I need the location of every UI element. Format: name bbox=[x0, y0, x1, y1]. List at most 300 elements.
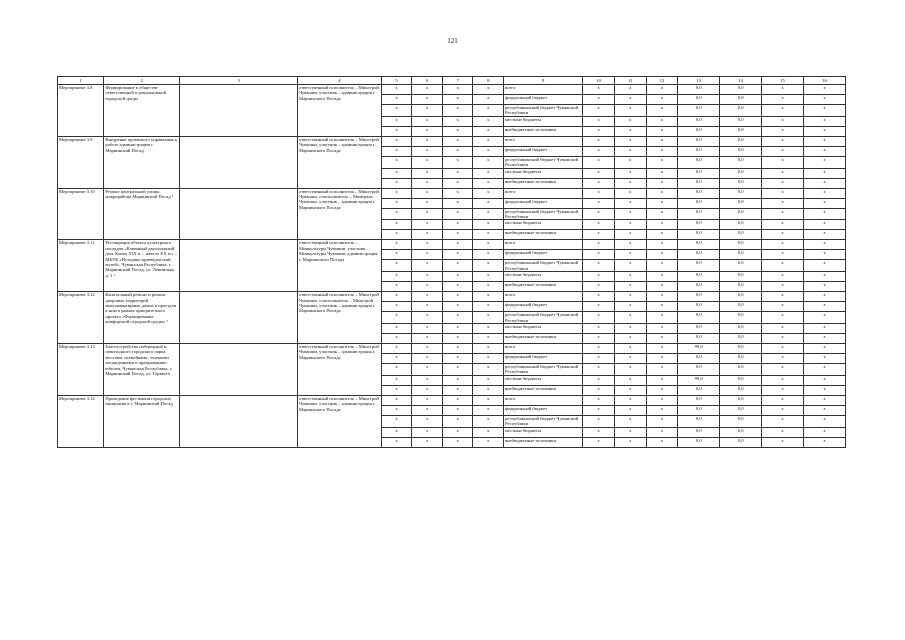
value-cell: 99,0 bbox=[678, 344, 720, 354]
value-cell: x bbox=[583, 385, 615, 395]
value-cell: x bbox=[583, 168, 615, 178]
value-cell: x bbox=[583, 136, 615, 146]
code-cell: x bbox=[442, 188, 473, 198]
code-cell: x bbox=[412, 395, 443, 405]
value-cell: x bbox=[614, 364, 646, 376]
value-cell: x bbox=[646, 85, 678, 95]
value-cell: x bbox=[614, 354, 646, 364]
value-cell: x bbox=[583, 178, 615, 188]
code-cell: x bbox=[442, 272, 473, 282]
value-cell: x bbox=[762, 240, 804, 250]
funding-source: внебюджетные источники bbox=[504, 230, 583, 240]
funding-source: внебюджетные источники bbox=[504, 178, 583, 188]
value-cell: 0,0 bbox=[720, 354, 762, 364]
value-cell: x bbox=[646, 105, 678, 117]
column-number-header: 2 bbox=[104, 77, 180, 85]
value-cell: x bbox=[614, 136, 646, 146]
activity-executor: ответственный исполнитель – Минстрой Чувашии, соисполнитель – Минтранс Чувашии, участник – администрация г. Мариинского Посада bbox=[297, 188, 381, 240]
value-cell: x bbox=[804, 427, 846, 437]
column-number-header: 3 bbox=[180, 77, 298, 85]
funding-source: местные бюджеты bbox=[504, 168, 583, 178]
value-cell: x bbox=[762, 344, 804, 354]
value-cell: x bbox=[614, 95, 646, 105]
activity-id: Мероприятие 3.13 bbox=[58, 344, 104, 396]
value-cell: x bbox=[804, 334, 846, 344]
value-cell: 0,0 bbox=[678, 312, 720, 324]
value-cell: 0,0 bbox=[678, 95, 720, 105]
value-cell: x bbox=[646, 427, 678, 437]
code-cell: x bbox=[412, 302, 443, 312]
value-cell: x bbox=[646, 116, 678, 126]
value-cell: 0,0 bbox=[720, 230, 762, 240]
activity-name: Благоустройство набережной и пешеходного городского парка местами, скамейками, зелеными насаждениями к празднованию юбилея, Чувашская Республика, г. Мариинский Посад, ул. Горького bbox=[104, 344, 180, 396]
value-cell: x bbox=[614, 116, 646, 126]
column-number-header: 9 bbox=[504, 77, 583, 85]
value-cell: x bbox=[646, 344, 678, 354]
value-cell: 0,0 bbox=[720, 156, 762, 168]
code-cell: x bbox=[381, 395, 412, 405]
code-cell: x bbox=[473, 208, 504, 220]
value-cell: 0,0 bbox=[720, 282, 762, 292]
code-cell: x bbox=[442, 415, 473, 427]
funding-source: всего bbox=[504, 395, 583, 405]
code-cell: x bbox=[473, 156, 504, 168]
code-cell: x bbox=[442, 395, 473, 405]
value-cell: x bbox=[583, 126, 615, 136]
activity-name: Внедрение проектного управления к работе администрации г. Мариинский Посад bbox=[104, 136, 180, 188]
code-cell: x bbox=[473, 85, 504, 95]
table-row bbox=[58, 292, 846, 302]
value-cell: 0,0 bbox=[720, 260, 762, 272]
code-cell: x bbox=[412, 168, 443, 178]
value-cell: x bbox=[762, 208, 804, 220]
value-cell: 0,0 bbox=[720, 272, 762, 282]
value-cell: 0,0 bbox=[678, 282, 720, 292]
value-cell: x bbox=[583, 85, 615, 95]
value-cell: 0,0 bbox=[678, 85, 720, 95]
code-cell: x bbox=[442, 208, 473, 220]
code-cell: x bbox=[442, 168, 473, 178]
code-cell: x bbox=[473, 427, 504, 437]
value-cell: x bbox=[646, 146, 678, 156]
value-cell: x bbox=[804, 85, 846, 95]
value-cell: x bbox=[762, 168, 804, 178]
code-cell: x bbox=[381, 220, 412, 230]
column-number-header: 4 bbox=[297, 77, 381, 85]
value-cell: x bbox=[614, 302, 646, 312]
value-cell: 0,0 bbox=[678, 395, 720, 405]
value-cell: x bbox=[762, 405, 804, 415]
value-cell: 0,0 bbox=[720, 188, 762, 198]
column-number-header: 6 bbox=[412, 77, 443, 85]
value-cell: x bbox=[804, 105, 846, 117]
value-cell: x bbox=[646, 375, 678, 385]
value-cell: x bbox=[804, 95, 846, 105]
value-cell: x bbox=[583, 198, 615, 208]
code-cell: x bbox=[381, 292, 412, 302]
activity-id: Мероприятие 3.11 bbox=[58, 240, 104, 292]
code-cell: x bbox=[442, 385, 473, 395]
value-cell: x bbox=[583, 272, 615, 282]
code-cell: x bbox=[473, 405, 504, 415]
code-cell: x bbox=[473, 105, 504, 117]
code-cell: x bbox=[412, 230, 443, 240]
value-cell: 0,0 bbox=[678, 105, 720, 117]
funding-source: федеральный бюджет bbox=[504, 405, 583, 415]
value-cell: x bbox=[614, 156, 646, 168]
value-cell: x bbox=[583, 375, 615, 385]
value-cell: x bbox=[583, 437, 615, 447]
code-cell: x bbox=[473, 260, 504, 272]
column-number-header: 8 bbox=[473, 77, 504, 85]
page-number: 121 bbox=[447, 37, 458, 45]
value-cell: x bbox=[762, 395, 804, 405]
value-cell: x bbox=[614, 168, 646, 178]
value-cell: x bbox=[804, 116, 846, 126]
value-cell: x bbox=[614, 105, 646, 117]
value-cell: 0,0 bbox=[678, 208, 720, 220]
value-cell: x bbox=[804, 364, 846, 376]
value-cell: x bbox=[804, 437, 846, 447]
value-cell: 0,0 bbox=[720, 168, 762, 178]
table-row bbox=[58, 240, 846, 250]
value-cell: x bbox=[583, 324, 615, 334]
value-cell: x bbox=[762, 427, 804, 437]
code-cell: x bbox=[412, 385, 443, 395]
funding-source: местные бюджеты bbox=[504, 375, 583, 385]
value-cell: 0,0 bbox=[678, 260, 720, 272]
value-cell: x bbox=[646, 198, 678, 208]
value-cell: x bbox=[762, 116, 804, 126]
value-cell: 0,0 bbox=[678, 188, 720, 198]
activity-id: Мероприятие 3.14 bbox=[58, 395, 104, 447]
value-cell: 0,0 bbox=[678, 198, 720, 208]
funding-source: федеральный бюджет bbox=[504, 198, 583, 208]
value-cell: x bbox=[804, 220, 846, 230]
activity-executor: ответственный исполнитель – Минкультуры Чувашии, участник – Минкультуры Чувашии, администрация г. Мариинского Посада bbox=[297, 240, 381, 292]
value-cell: x bbox=[646, 364, 678, 376]
value-cell: x bbox=[646, 334, 678, 344]
value-cell: 0,0 bbox=[720, 395, 762, 405]
value-cell: x bbox=[646, 230, 678, 240]
value-cell: x bbox=[762, 260, 804, 272]
value-cell: x bbox=[614, 292, 646, 302]
value-cell: x bbox=[614, 85, 646, 95]
value-cell: x bbox=[804, 385, 846, 395]
value-cell: x bbox=[646, 220, 678, 230]
activity-id: Мероприятие 3.12 bbox=[58, 292, 104, 344]
code-cell: x bbox=[442, 364, 473, 376]
value-cell: 0,0 bbox=[720, 375, 762, 385]
code-cell: x bbox=[473, 324, 504, 334]
value-cell: 0,0 bbox=[720, 364, 762, 376]
column-number-header: 15 bbox=[762, 77, 804, 85]
activity-id: Мероприятие 3.8 bbox=[58, 85, 104, 137]
column-number-header: 14 bbox=[720, 77, 762, 85]
code-cell: x bbox=[381, 136, 412, 146]
value-cell: x bbox=[762, 364, 804, 376]
code-cell: x bbox=[473, 178, 504, 188]
value-cell: x bbox=[646, 312, 678, 324]
value-cell: x bbox=[646, 208, 678, 220]
value-cell: 0,0 bbox=[678, 334, 720, 344]
value-cell: 0,0 bbox=[720, 136, 762, 146]
value-cell: x bbox=[614, 282, 646, 292]
code-cell: x bbox=[473, 385, 504, 395]
code-cell: x bbox=[381, 250, 412, 260]
value-cell: x bbox=[804, 302, 846, 312]
funding-source: всего bbox=[504, 292, 583, 302]
code-cell: x bbox=[412, 85, 443, 95]
code-cell: x bbox=[473, 302, 504, 312]
code-cell: x bbox=[412, 136, 443, 146]
value-cell: x bbox=[583, 302, 615, 312]
code-cell: x bbox=[442, 136, 473, 146]
code-cell: x bbox=[473, 198, 504, 208]
value-cell: 0,0 bbox=[720, 250, 762, 260]
value-cell: x bbox=[762, 136, 804, 146]
value-cell: 0,0 bbox=[720, 178, 762, 188]
code-cell: x bbox=[381, 230, 412, 240]
code-cell: x bbox=[473, 415, 504, 427]
value-cell: 0,0 bbox=[720, 240, 762, 250]
value-cell: x bbox=[804, 156, 846, 168]
funding-source: федеральный бюджет bbox=[504, 146, 583, 156]
value-cell: 0,0 bbox=[720, 126, 762, 136]
value-cell: x bbox=[646, 415, 678, 427]
value-cell: 0,0 bbox=[678, 324, 720, 334]
value-cell: x bbox=[646, 156, 678, 168]
code-cell: x bbox=[473, 282, 504, 292]
column-number-header: 5 bbox=[381, 77, 412, 85]
value-cell: x bbox=[646, 324, 678, 334]
code-cell: x bbox=[473, 136, 504, 146]
code-cell: x bbox=[412, 437, 443, 447]
code-cell: x bbox=[442, 260, 473, 272]
table-row bbox=[58, 344, 846, 354]
value-cell: x bbox=[646, 354, 678, 364]
value-cell: 0,0 bbox=[720, 116, 762, 126]
value-cell: x bbox=[583, 427, 615, 437]
code-cell: x bbox=[412, 282, 443, 292]
funding-source: местные бюджеты bbox=[504, 324, 583, 334]
code-cell: x bbox=[412, 240, 443, 250]
value-cell: x bbox=[762, 250, 804, 260]
column-number-header: 12 bbox=[646, 77, 678, 85]
value-cell: x bbox=[583, 344, 615, 354]
table-row bbox=[58, 85, 846, 95]
activity-id: Мероприятие 3.10 bbox=[58, 188, 104, 240]
code-cell: x bbox=[381, 198, 412, 208]
value-cell: x bbox=[614, 437, 646, 447]
value-cell: 0,0 bbox=[678, 385, 720, 395]
value-cell: x bbox=[804, 292, 846, 302]
value-cell: 0,0 bbox=[678, 156, 720, 168]
value-cell: x bbox=[762, 146, 804, 156]
value-cell: 0,0 bbox=[678, 272, 720, 282]
value-cell: x bbox=[762, 385, 804, 395]
value-cell: 0,0 bbox=[678, 178, 720, 188]
value-cell: x bbox=[762, 334, 804, 344]
value-cell: 0,0 bbox=[678, 136, 720, 146]
value-cell: x bbox=[804, 126, 846, 136]
code-cell: x bbox=[381, 282, 412, 292]
value-cell: 0,0 bbox=[678, 437, 720, 447]
value-cell: x bbox=[583, 260, 615, 272]
value-cell: 99,0 bbox=[678, 375, 720, 385]
funding-source: внебюджетные источники bbox=[504, 385, 583, 395]
code-cell: x bbox=[442, 178, 473, 188]
column-number-header: 1 bbox=[58, 77, 104, 85]
code-cell: x bbox=[412, 126, 443, 136]
funding-source: внебюджетные источники bbox=[504, 126, 583, 136]
code-cell: x bbox=[473, 312, 504, 324]
code-cell: x bbox=[412, 354, 443, 364]
value-cell: x bbox=[614, 260, 646, 272]
value-cell: 0,0 bbox=[720, 324, 762, 334]
code-cell: x bbox=[442, 302, 473, 312]
value-cell: 0,0 bbox=[720, 437, 762, 447]
value-cell: 0,0 bbox=[678, 240, 720, 250]
funding-source: республиканский бюджет Чувашской Республики bbox=[504, 105, 583, 117]
value-cell: 0,0 bbox=[678, 364, 720, 376]
funding-source: внебюджетные источники bbox=[504, 437, 583, 447]
value-cell: x bbox=[762, 156, 804, 168]
code-cell: x bbox=[442, 220, 473, 230]
code-cell: x bbox=[381, 126, 412, 136]
value-cell: x bbox=[804, 344, 846, 354]
value-cell: x bbox=[762, 437, 804, 447]
code-cell: x bbox=[381, 334, 412, 344]
value-cell: x bbox=[804, 272, 846, 282]
value-cell: x bbox=[614, 208, 646, 220]
value-cell: x bbox=[614, 427, 646, 437]
value-cell: x bbox=[583, 146, 615, 156]
code-cell: x bbox=[412, 324, 443, 334]
code-cell: x bbox=[381, 156, 412, 168]
value-cell: x bbox=[583, 312, 615, 324]
value-cell: x bbox=[583, 208, 615, 220]
funding-source: внебюджетные источники bbox=[504, 334, 583, 344]
code-cell: x bbox=[381, 240, 412, 250]
code-cell: x bbox=[442, 146, 473, 156]
value-cell: x bbox=[804, 198, 846, 208]
code-cell: x bbox=[381, 168, 412, 178]
code-cell: x bbox=[442, 375, 473, 385]
value-cell: x bbox=[583, 188, 615, 198]
value-cell: x bbox=[762, 324, 804, 334]
value-cell: 0,0 bbox=[720, 312, 762, 324]
value-cell: x bbox=[646, 385, 678, 395]
value-cell: 0,0 bbox=[678, 230, 720, 240]
code-cell: x bbox=[442, 230, 473, 240]
value-cell: x bbox=[804, 188, 846, 198]
column-number-row bbox=[58, 77, 846, 85]
code-cell: x bbox=[381, 364, 412, 376]
value-cell: x bbox=[614, 188, 646, 198]
value-cell: 0,0 bbox=[678, 405, 720, 415]
value-cell: x bbox=[614, 395, 646, 405]
value-cell: 0,0 bbox=[678, 302, 720, 312]
code-cell: x bbox=[473, 292, 504, 302]
value-cell: x bbox=[583, 220, 615, 230]
value-cell: x bbox=[762, 105, 804, 117]
activity-col3 bbox=[180, 188, 298, 240]
code-cell: x bbox=[381, 437, 412, 447]
value-cell: x bbox=[614, 334, 646, 344]
value-cell: x bbox=[583, 354, 615, 364]
value-cell: x bbox=[614, 126, 646, 136]
value-cell: x bbox=[583, 156, 615, 168]
value-cell: 0,0 bbox=[678, 292, 720, 302]
code-cell: x bbox=[442, 240, 473, 250]
code-cell: x bbox=[381, 405, 412, 415]
code-cell: x bbox=[381, 146, 412, 156]
value-cell: x bbox=[614, 198, 646, 208]
value-cell: 0,0 bbox=[720, 385, 762, 395]
funding-source: республиканский бюджет Чувашской Республики bbox=[504, 364, 583, 376]
funding-source: внебюджетные источники bbox=[504, 282, 583, 292]
value-cell: 0,0 bbox=[720, 208, 762, 220]
code-cell: x bbox=[381, 344, 412, 354]
activity-executor: ответственный исполнитель – Минстрой Чувашии, участник – администрация г. Мариинского Посада bbox=[297, 395, 381, 447]
value-cell: 0,0 bbox=[720, 427, 762, 437]
code-cell: x bbox=[381, 188, 412, 198]
value-cell: x bbox=[804, 375, 846, 385]
funding-source: всего bbox=[504, 136, 583, 146]
value-cell: x bbox=[804, 282, 846, 292]
code-cell: x bbox=[473, 230, 504, 240]
funding-source: федеральный бюджет bbox=[504, 354, 583, 364]
value-cell: 0,0 bbox=[720, 405, 762, 415]
funding-source: республиканский бюджет Чувашской Республики bbox=[504, 260, 583, 272]
code-cell: x bbox=[442, 105, 473, 117]
value-cell: x bbox=[762, 95, 804, 105]
funding-source: республиканский бюджет Чувашской Республики bbox=[504, 415, 583, 427]
value-cell: 0,0 bbox=[720, 146, 762, 156]
value-cell: x bbox=[614, 375, 646, 385]
funding-source: федеральный бюджет bbox=[504, 302, 583, 312]
code-cell: x bbox=[381, 324, 412, 334]
value-cell: x bbox=[804, 230, 846, 240]
value-cell: 0,0 bbox=[720, 95, 762, 105]
code-cell: x bbox=[442, 116, 473, 126]
activity-col3 bbox=[180, 292, 298, 344]
value-cell: x bbox=[762, 312, 804, 324]
value-cell: x bbox=[614, 312, 646, 324]
value-cell: x bbox=[614, 250, 646, 260]
code-cell: x bbox=[412, 105, 443, 117]
value-cell: 0,0 bbox=[678, 168, 720, 178]
value-cell: x bbox=[583, 395, 615, 405]
value-cell: x bbox=[762, 188, 804, 198]
value-cell: x bbox=[804, 395, 846, 405]
value-cell: x bbox=[614, 324, 646, 334]
value-cell: x bbox=[583, 405, 615, 415]
code-cell: x bbox=[381, 272, 412, 282]
value-cell: x bbox=[646, 282, 678, 292]
code-cell: x bbox=[473, 146, 504, 156]
activity-executor: ответственный исполнитель – Минстрой Чувашии, участник – администрация г. Мариинского Посада bbox=[297, 85, 381, 137]
value-cell: x bbox=[646, 260, 678, 272]
code-cell: x bbox=[473, 334, 504, 344]
funding-source: всего bbox=[504, 344, 583, 354]
activity-name: Ремонт центральной улицы микрорайона Мариинский Посад ¹ bbox=[104, 188, 180, 240]
value-cell: 0,0 bbox=[720, 344, 762, 354]
code-cell: x bbox=[473, 375, 504, 385]
value-cell: x bbox=[804, 178, 846, 188]
funding-source: всего bbox=[504, 188, 583, 198]
